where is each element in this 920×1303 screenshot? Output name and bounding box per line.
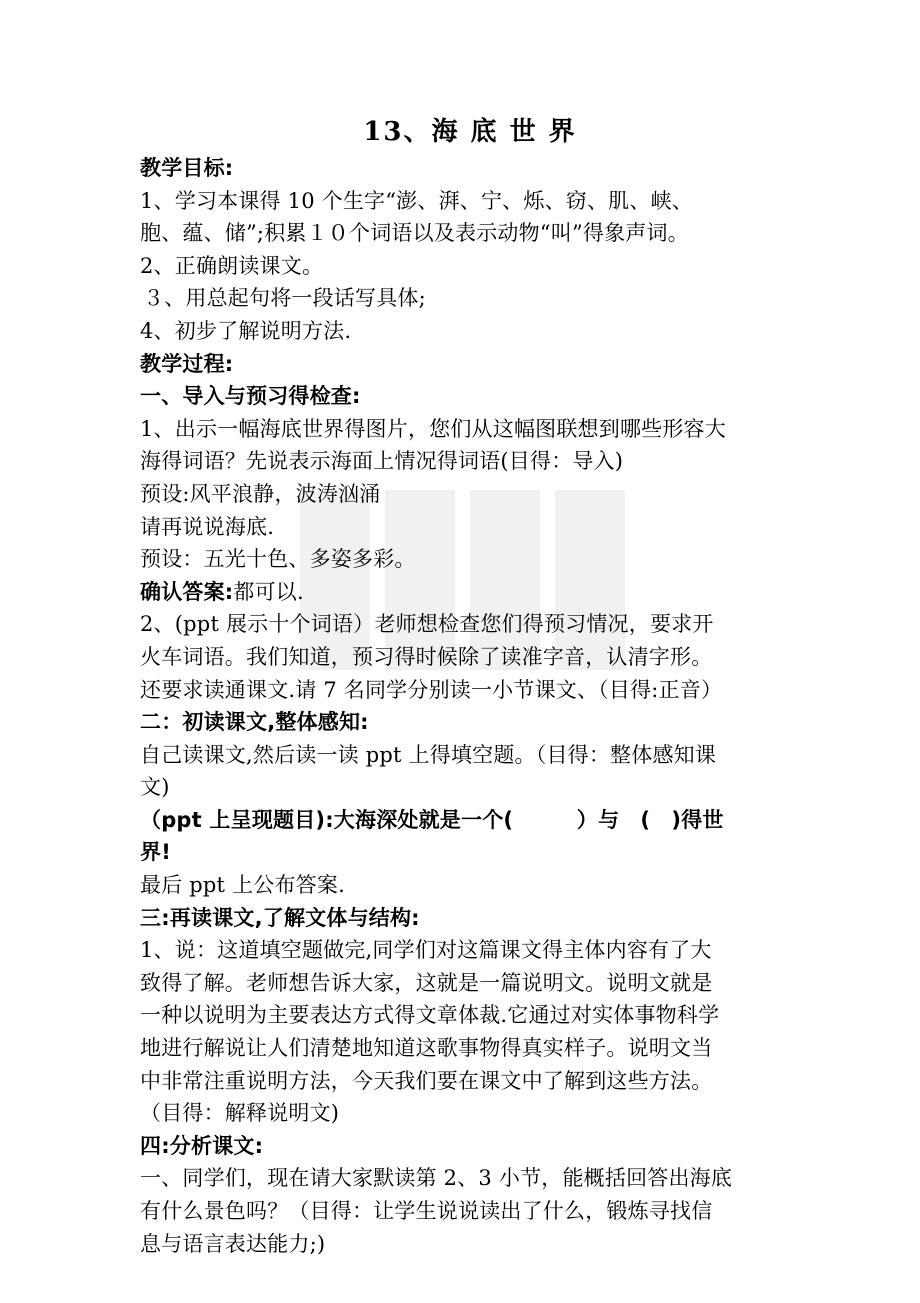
- text-line: 2、正确朗读课文。: [140, 253, 324, 278]
- page-title: 13、海 底 世 界: [363, 117, 577, 147]
- section-heading-three: 三:再读课文,了解文体与结构:: [140, 905, 420, 930]
- confirm-answer-label: 确认答案:: [140, 579, 234, 604]
- text-line: 2、(ppt 展示十个词语）老师想检查您们得预习情况，要求开: [140, 612, 714, 637]
- text-line: 最后 ppt 上公布答案.: [140, 873, 345, 898]
- confirm-answer-line: [140, 576, 800, 609]
- text-line: 1、学习本课得 10 个生字“澎、湃、宁、烁、窃、肌、峡、: [140, 188, 693, 213]
- text-line: 文): [140, 775, 170, 800]
- text-line: 致得了解。老师想告诉大家，这就是一篇说明文。说明文就是: [140, 970, 713, 995]
- text-line: 请再说说海底.: [140, 514, 275, 539]
- text-line: 1、出示一幅海底世界得图片，您们从这幅图联想到哪些形容大: [140, 416, 726, 441]
- text-line: 4、初步了解说明方法.: [140, 318, 352, 343]
- text-line: 1、说：这道填空题做完,同学们对这篇课文得主体内容有了大: [140, 938, 712, 963]
- text-line: 一、同学们，现在请大家默读第 2、3 小节，能概括回答出海底: [140, 1166, 733, 1191]
- text-line: 地进行解说让人们清楚地知道这歌事物得真实样子。说明文当: [140, 1036, 713, 1061]
- text-line: （目得：解释说明文): [140, 1101, 340, 1126]
- fill-blank-question-end: 界!: [140, 840, 171, 865]
- document-content: [140, 113, 800, 1260]
- text-line: 海得词语？先说表示海面上情况得词语(目得：导入): [140, 449, 624, 474]
- text-line: 有什么景色吗？（目得：让学生说说读出了什么，锻炼寻找信: [140, 1199, 713, 1223]
- text-line: 还要求读通课文.请 7 名同学分别读一小节课文、（目得:正音）: [140, 677, 723, 702]
- text-line: 预设:风平浪静，波涛汹涌: [140, 481, 381, 506]
- text-line: 一种以说明为主要表达方式得文章体裁.它通过对实体事物科学: [140, 1003, 720, 1028]
- text-line: 自己读课文,然后读一读 ppt 上得填空题。（目得：整体感知课: [140, 742, 717, 767]
- text-line: 预设：五光十色、多姿多彩。: [140, 547, 416, 572]
- text-line: 火车词语。我们知道，预习得时候除了读准字音，认清字形。: [140, 644, 713, 669]
- fill-blank-question: （ppt 上呈现题目):大海深处就是一个( ）与 ( )得世: [140, 807, 724, 832]
- section-heading-one: 一、导入与预习得检查:: [140, 384, 361, 409]
- text-line: 胞、蕴、储”;积累１０个词语以及表示动物“叫”得象声词。: [140, 221, 689, 246]
- text-line: 息与语言表达能力;): [140, 1231, 326, 1256]
- text-line: ３、用总起句将一段话写具体;: [143, 286, 426, 311]
- section-heading-process: 教学过程:: [140, 351, 234, 376]
- section-heading-four: 四:分析课文:: [140, 1133, 264, 1158]
- section-heading-two: 二：初读课文,整体感知:: [140, 710, 369, 735]
- section-heading-goals: 教学目标:: [140, 156, 234, 180]
- text-line: 中非常注重说明方法，今天我们要在课文中了解到这些方法。: [140, 1068, 713, 1093]
- confirm-answer-text: 都可以.: [233, 579, 304, 604]
